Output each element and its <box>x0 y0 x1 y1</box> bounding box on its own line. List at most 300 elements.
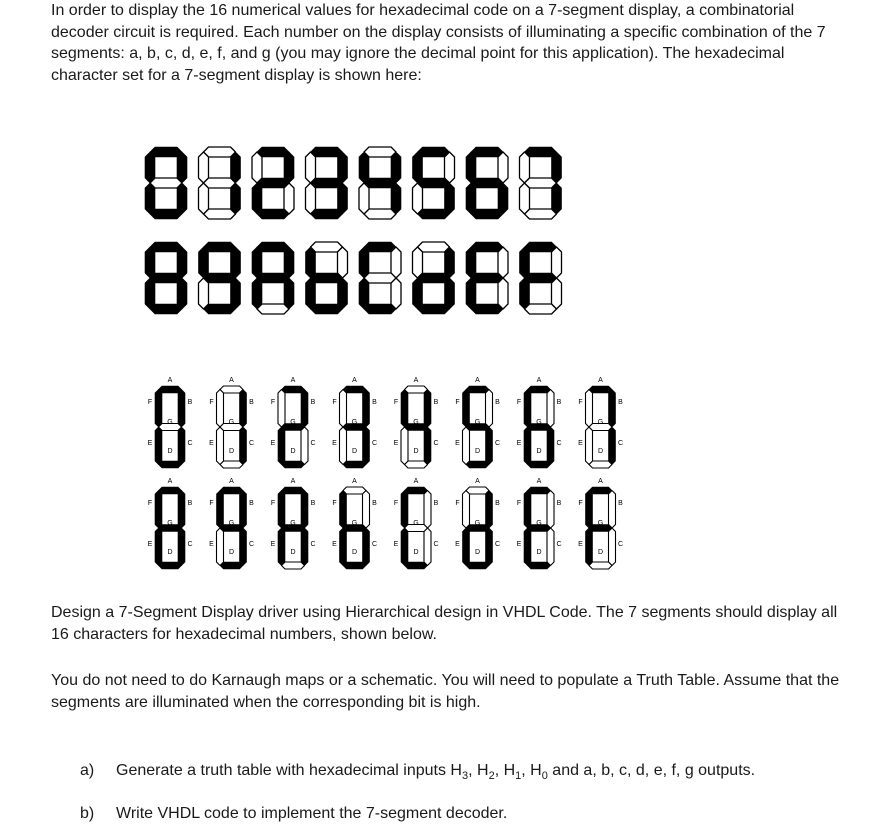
task-item-a-text-post: and a, b, c, d, e, f, g outputs. <box>547 762 756 779</box>
segment-label-a: A <box>352 478 357 485</box>
segment-c-on <box>498 183 508 214</box>
segment-d-off <box>364 209 396 219</box>
digit-5 <box>455 377 500 468</box>
segment-b-on <box>338 152 348 183</box>
segment-label-d: D <box>351 448 358 456</box>
segment-a-on <box>282 487 305 494</box>
segment-label-b: B <box>433 500 439 508</box>
segment-label-a: A <box>167 377 173 384</box>
segment-f-on <box>466 152 476 183</box>
segment-label-a: A <box>290 478 296 485</box>
segment-g-on <box>311 178 343 188</box>
segment-c-on <box>240 528 247 566</box>
digit-d <box>455 478 500 569</box>
segment-label-f: F <box>578 399 583 407</box>
digit-8 <box>145 242 187 314</box>
segment-e-off <box>217 427 224 465</box>
segment-f-off <box>217 390 224 428</box>
segment-a-on <box>589 386 612 393</box>
digit-5 <box>413 147 455 219</box>
segment-d-on <box>405 562 428 569</box>
segment-g-off <box>525 178 557 188</box>
segment-g-on <box>525 273 557 283</box>
segment-a-on <box>589 487 612 494</box>
segment-a-on <box>528 386 551 393</box>
segment-label-c: C <box>248 541 255 549</box>
segment-d-off <box>589 562 612 569</box>
segment-label-c: C <box>433 541 439 549</box>
segment-c-off <box>498 278 508 309</box>
segment-c-off <box>552 278 562 309</box>
segment-label-b: B <box>187 399 193 407</box>
segment-label-d: D <box>290 448 296 456</box>
segment-c-on <box>445 278 455 309</box>
segment-f-on <box>155 491 162 529</box>
segment-c-on <box>391 183 401 214</box>
segment-b-off <box>486 390 493 428</box>
segment-e-on <box>252 278 262 309</box>
segment-a-on <box>220 487 243 494</box>
task-item-a-label: a) <box>80 762 95 779</box>
segment-label-a: A <box>475 377 480 384</box>
segment-b-on <box>301 390 308 428</box>
segment-e-off <box>199 278 209 309</box>
segment-b-on <box>231 152 241 183</box>
segment-b-on <box>391 152 401 183</box>
segment-d-on <box>471 209 503 219</box>
segment-label-g: G <box>228 520 235 527</box>
segment-f-on <box>463 390 470 428</box>
segment-label-d: D <box>474 448 481 456</box>
segment-a-on <box>471 147 503 157</box>
segment-c-on <box>231 183 241 214</box>
segment-f-on <box>155 390 162 428</box>
segment-label-g: G <box>351 419 358 426</box>
segment-label-d: D <box>228 549 235 557</box>
digit-A <box>252 242 294 314</box>
segment-e-on <box>306 278 316 309</box>
segment-e-off <box>401 427 408 465</box>
segment-label-d: D <box>597 448 604 456</box>
segment-d-on <box>220 562 243 569</box>
segment-d-on <box>159 461 182 468</box>
segment-f-on <box>199 247 209 278</box>
segment-e-on <box>340 528 347 566</box>
segment-label-a: A <box>536 478 542 485</box>
segment-a-on <box>418 147 450 157</box>
task-item-b <box>80 803 507 825</box>
segment-e-on <box>586 528 593 566</box>
segment-g-on <box>311 273 343 283</box>
segment-f-off <box>306 152 316 183</box>
segment-a-on <box>150 242 182 252</box>
segment-g-on <box>150 273 182 283</box>
segment-a-on <box>364 242 396 252</box>
digit-9 <box>209 478 254 569</box>
segment-label-f: F <box>393 399 399 407</box>
segment-a-on <box>311 147 343 157</box>
segment-label-c: C <box>248 440 255 448</box>
segment-e-off <box>199 183 209 214</box>
segment-label-f: F <box>270 399 276 407</box>
segment-d-off <box>589 461 612 468</box>
segment-label-e: E <box>393 440 399 448</box>
segment-d-on <box>418 304 450 314</box>
segment-label-a: A <box>352 377 357 384</box>
segment-f-on <box>359 247 369 278</box>
segment-a-on <box>282 386 305 393</box>
segment-label-f: F <box>516 500 522 508</box>
segment-label-a: A <box>413 478 419 485</box>
segment-b-off <box>391 247 401 278</box>
segment-label-e: E <box>147 440 153 448</box>
segment-a-on <box>528 487 551 494</box>
segment-a-on <box>405 487 428 494</box>
segment-label-a: A <box>290 377 296 384</box>
segment-a-on <box>525 242 557 252</box>
segment-label-g: G <box>413 520 419 527</box>
segment-f-on <box>466 247 476 278</box>
segment-g-on <box>257 178 289 188</box>
segment-b-off <box>424 491 431 529</box>
segment-c-on <box>609 427 616 465</box>
segment-label-c: C <box>617 440 624 448</box>
segment-f-on <box>520 247 530 278</box>
segment-b-off <box>547 491 554 529</box>
segment-g-on <box>471 178 503 188</box>
segment-label-g: G <box>228 419 235 426</box>
segment-label-e: E <box>455 440 460 448</box>
segment-label-c: C <box>556 440 562 448</box>
segment-label-b: B <box>372 399 377 407</box>
segment-label-a: A <box>598 377 603 384</box>
segment-b-on <box>301 491 308 529</box>
segment-label-b: B <box>495 399 500 407</box>
segment-f-off <box>520 152 530 183</box>
segment-d-on <box>257 209 289 219</box>
segment-c-on <box>338 278 348 309</box>
segment-label-g: G <box>167 419 173 426</box>
segment-a-on <box>466 386 489 393</box>
digit-C <box>394 478 439 569</box>
segment-label-a: A <box>598 478 603 485</box>
segment-c-on <box>284 278 294 309</box>
segment-label-b: B <box>556 500 562 508</box>
segment-d-on <box>150 209 182 219</box>
segment-c-on <box>486 427 493 465</box>
segment-f-off <box>463 491 470 529</box>
digit-b <box>306 242 348 314</box>
segment-a-on <box>159 487 182 494</box>
segment-label-c: C <box>310 541 316 549</box>
digit-2 <box>271 377 316 468</box>
segment-label-a: A <box>167 478 173 485</box>
segment-label-c: C <box>371 541 378 549</box>
segment-label-f: F <box>516 399 522 407</box>
segment-label-c: C <box>310 440 316 448</box>
segment-g-on <box>418 273 450 283</box>
segment-a-on <box>471 242 503 252</box>
segment-a-off <box>405 386 428 393</box>
segment-c-on <box>178 427 185 465</box>
segment-label-g: G <box>474 419 481 426</box>
segment-d-on <box>343 562 366 569</box>
segment-b-off <box>547 390 554 428</box>
digit-9 <box>199 242 241 314</box>
segment-label-d: D <box>474 549 481 557</box>
segment-b-on <box>177 247 187 278</box>
segment-label-e: E <box>455 541 460 549</box>
segment-label-c: C <box>187 440 193 448</box>
segment-e-on <box>359 278 369 309</box>
segment-label-b: B <box>310 399 316 407</box>
segment-g-on <box>257 273 289 283</box>
segment-e-off <box>586 427 593 465</box>
segment-e-on <box>520 278 530 309</box>
segment-f-off <box>586 390 593 428</box>
digit-7 <box>578 377 623 468</box>
segment-e-on <box>252 183 262 214</box>
segment-e-on <box>413 278 423 309</box>
segment-b-off <box>498 152 508 183</box>
segment-f-on <box>278 491 285 529</box>
digit-7 <box>520 147 562 219</box>
segment-a-off <box>343 487 366 494</box>
segment-f-off <box>340 390 347 428</box>
digit-F <box>578 478 623 569</box>
segment-label-d: D <box>290 549 296 557</box>
segment-label-g: G <box>597 520 604 527</box>
segment-d-on <box>528 461 551 468</box>
segment-b-off <box>445 152 455 183</box>
segment-b-on <box>177 152 187 183</box>
segment-label-c: C <box>494 440 501 448</box>
segment-d-off <box>220 461 243 468</box>
digit-0 <box>145 147 187 219</box>
segment-label-a: A <box>536 377 542 384</box>
digit-E <box>517 478 562 569</box>
segment-a-on <box>159 386 182 393</box>
segment-label-f: F <box>578 500 583 508</box>
segment-label-f: F <box>147 399 153 407</box>
segment-label-f: F <box>332 399 337 407</box>
digit-1 <box>199 147 241 219</box>
task-item-a-text-pre: Generate a truth table with hexadecimal inputs <box>116 762 451 779</box>
segment-f-on <box>145 152 155 183</box>
segment-b-off <box>363 491 370 529</box>
segment-d-off <box>257 304 289 314</box>
segment-label-e: E <box>209 541 214 549</box>
segment-g-off <box>364 273 396 283</box>
task-item-b-label: b) <box>80 805 95 822</box>
segment-c-on <box>231 278 241 309</box>
segment-c-on <box>338 183 348 214</box>
segment-e-off <box>217 528 224 566</box>
segment-label-a: A <box>229 478 234 485</box>
digit-2 <box>252 147 294 219</box>
segment-a-off <box>311 242 343 252</box>
digit-C <box>359 242 401 314</box>
segment-label-d: D <box>597 549 604 557</box>
segment-g-on <box>204 273 236 283</box>
segment-d-on <box>364 304 396 314</box>
segment-d-off <box>525 304 557 314</box>
segment-label-b: B <box>433 399 439 407</box>
digit-E <box>466 242 508 314</box>
segment-c-on <box>363 528 370 566</box>
segment-f-on <box>252 247 262 278</box>
segment-b-off <box>609 491 616 529</box>
segment-a-off <box>364 147 396 157</box>
segment-a-on <box>525 147 557 157</box>
segment-label-d: D <box>351 549 358 557</box>
segment-label-e: E <box>578 440 583 448</box>
segment-c-on <box>486 528 493 566</box>
segment-e-on <box>278 427 285 465</box>
segment-a-off <box>418 242 450 252</box>
segment-f-off <box>199 152 209 183</box>
segment-e-off <box>359 183 369 214</box>
segment-e-on <box>278 528 285 566</box>
segment-e-off <box>306 183 316 214</box>
segment-c-on <box>552 183 562 214</box>
segment-label-a: A <box>229 377 234 384</box>
segment-b-on <box>363 390 370 428</box>
segment-label-g: G <box>290 419 296 426</box>
segment-label-b: B <box>556 399 562 407</box>
segment-d-on <box>282 461 305 468</box>
segment-g-off <box>204 178 236 188</box>
segment-label-d: D <box>413 448 419 456</box>
segment-b-off <box>338 247 348 278</box>
digit-A <box>271 478 316 569</box>
segment-c-on <box>178 528 185 566</box>
segment-label-a: A <box>475 478 480 485</box>
note-paragraph: You do not need to do Karnaugh maps or a schematic. You will need to populate a Truth Table. Assume that the segments are illuminated when the corresponding bit is high. <box>51 672 840 711</box>
segment-e-on <box>145 278 155 309</box>
segment-d-on <box>528 562 551 569</box>
segment-e-on <box>155 528 162 566</box>
segment-label-f: F <box>209 399 214 407</box>
segment-c-on <box>177 183 187 214</box>
segment-d-on <box>311 304 343 314</box>
segment-label-g: G <box>351 520 358 527</box>
segment-label-e: E <box>332 541 337 549</box>
segment-d-off <box>204 209 236 219</box>
segment-d-on <box>159 562 182 569</box>
segment-label-e: E <box>516 541 522 549</box>
segment-c-on <box>363 427 370 465</box>
segment-e-on <box>463 528 470 566</box>
segment-e-on <box>524 528 531 566</box>
segment-label-b: B <box>249 500 254 508</box>
task-item-a: a) Generate a truth table with hexadecimal inputs $H_3$, $H_2$, $H_1$, $H_0$ and a, b, c, d, e, f, g outputs. <box>80 762 756 783</box>
segment-g-on <box>418 178 450 188</box>
segment-label-e: E <box>516 440 522 448</box>
segment-label-f: F <box>270 500 276 508</box>
segment-label-f: F <box>455 500 460 508</box>
segment-e-off <box>520 183 530 214</box>
segment-label-d: D <box>228 448 235 456</box>
digit-3 <box>306 147 348 219</box>
segment-c-off <box>284 183 294 214</box>
segment-b-on <box>178 491 185 529</box>
segment-a-on <box>204 242 236 252</box>
segment-d-on <box>204 304 236 314</box>
segment-a-off <box>204 147 236 157</box>
segment-b-on <box>445 247 455 278</box>
segment-f-off <box>252 152 262 183</box>
segment-e-on <box>401 528 408 566</box>
segment-c-on <box>445 183 455 214</box>
segment-f-off <box>278 390 285 428</box>
design-paragraph: Design a 7-Segment Display driver using Hierarchical design in VHDL Code. The 7 segments should display all 16 characters for hexadecimal numbers, shown below. <box>51 604 838 643</box>
segment-d-on <box>471 304 503 314</box>
segment-d-on <box>150 304 182 314</box>
segment-label-b: B <box>310 500 316 508</box>
segment-d-on <box>311 209 343 219</box>
intro-paragraph: In order to display the 16 numerical values for hexadecimal code on a 7-segment display, a combinatorial decoder circuit is required. Each number on the display consists of illuminating a specific combination of the 7 segments: a, b, c, d, e, f, and g (you may ignore the decimal point for this application). The hexadecimal character set for a 7-segment display is shown here: <box>51 2 826 84</box>
segment-g-on <box>364 178 396 188</box>
segment-e-on <box>466 183 476 214</box>
segment-label-f: F <box>332 500 337 508</box>
segment-b-on <box>231 247 241 278</box>
segment-f-on <box>306 247 316 278</box>
segment-a-on <box>257 147 289 157</box>
segment-label-d: D <box>536 549 542 557</box>
segment-f-off <box>413 247 423 278</box>
segment-label-c: C <box>556 541 562 549</box>
segment-b-on <box>424 390 431 428</box>
segment-f-on <box>524 390 531 428</box>
digit-1 <box>209 377 254 468</box>
segment-label-g: G <box>474 520 481 527</box>
segment-label-g: G <box>597 419 604 426</box>
segment-b-on <box>240 390 247 428</box>
segment-f-on <box>401 491 408 529</box>
segment-label-g: G <box>167 520 173 527</box>
segment-label-d: D <box>167 549 173 557</box>
segment-label-e: E <box>270 541 276 549</box>
segment-label-d: D <box>167 448 173 456</box>
segment-label-b: B <box>495 500 500 508</box>
segment-d-on <box>466 461 489 468</box>
segment-label-b: B <box>372 500 377 508</box>
digit-d <box>413 242 455 314</box>
segment-e-on <box>155 427 162 465</box>
segment-label-b: B <box>618 500 623 508</box>
segment-d-on <box>466 562 489 569</box>
segment-c-off <box>547 528 554 566</box>
segment-d-off <box>525 209 557 219</box>
segment-f-on <box>413 152 423 183</box>
task-item-b-text: Write VHDL code to implement the 7-segment decoder. <box>116 805 508 822</box>
segment-label-e: E <box>332 440 337 448</box>
segment-d-off <box>405 461 428 468</box>
digit-8 <box>148 478 193 569</box>
segment-label-g: G <box>536 419 542 426</box>
segment-c-on <box>301 528 308 566</box>
segment-b-off <box>552 247 562 278</box>
segment-b-on <box>486 491 493 529</box>
segment-c-off <box>609 528 616 566</box>
segment-b-on <box>284 247 294 278</box>
digit-4 <box>359 147 401 219</box>
segment-c-on <box>424 427 431 465</box>
segment-e-off <box>463 427 470 465</box>
segment-label-b: B <box>618 399 623 407</box>
segment-e-on <box>524 427 531 465</box>
